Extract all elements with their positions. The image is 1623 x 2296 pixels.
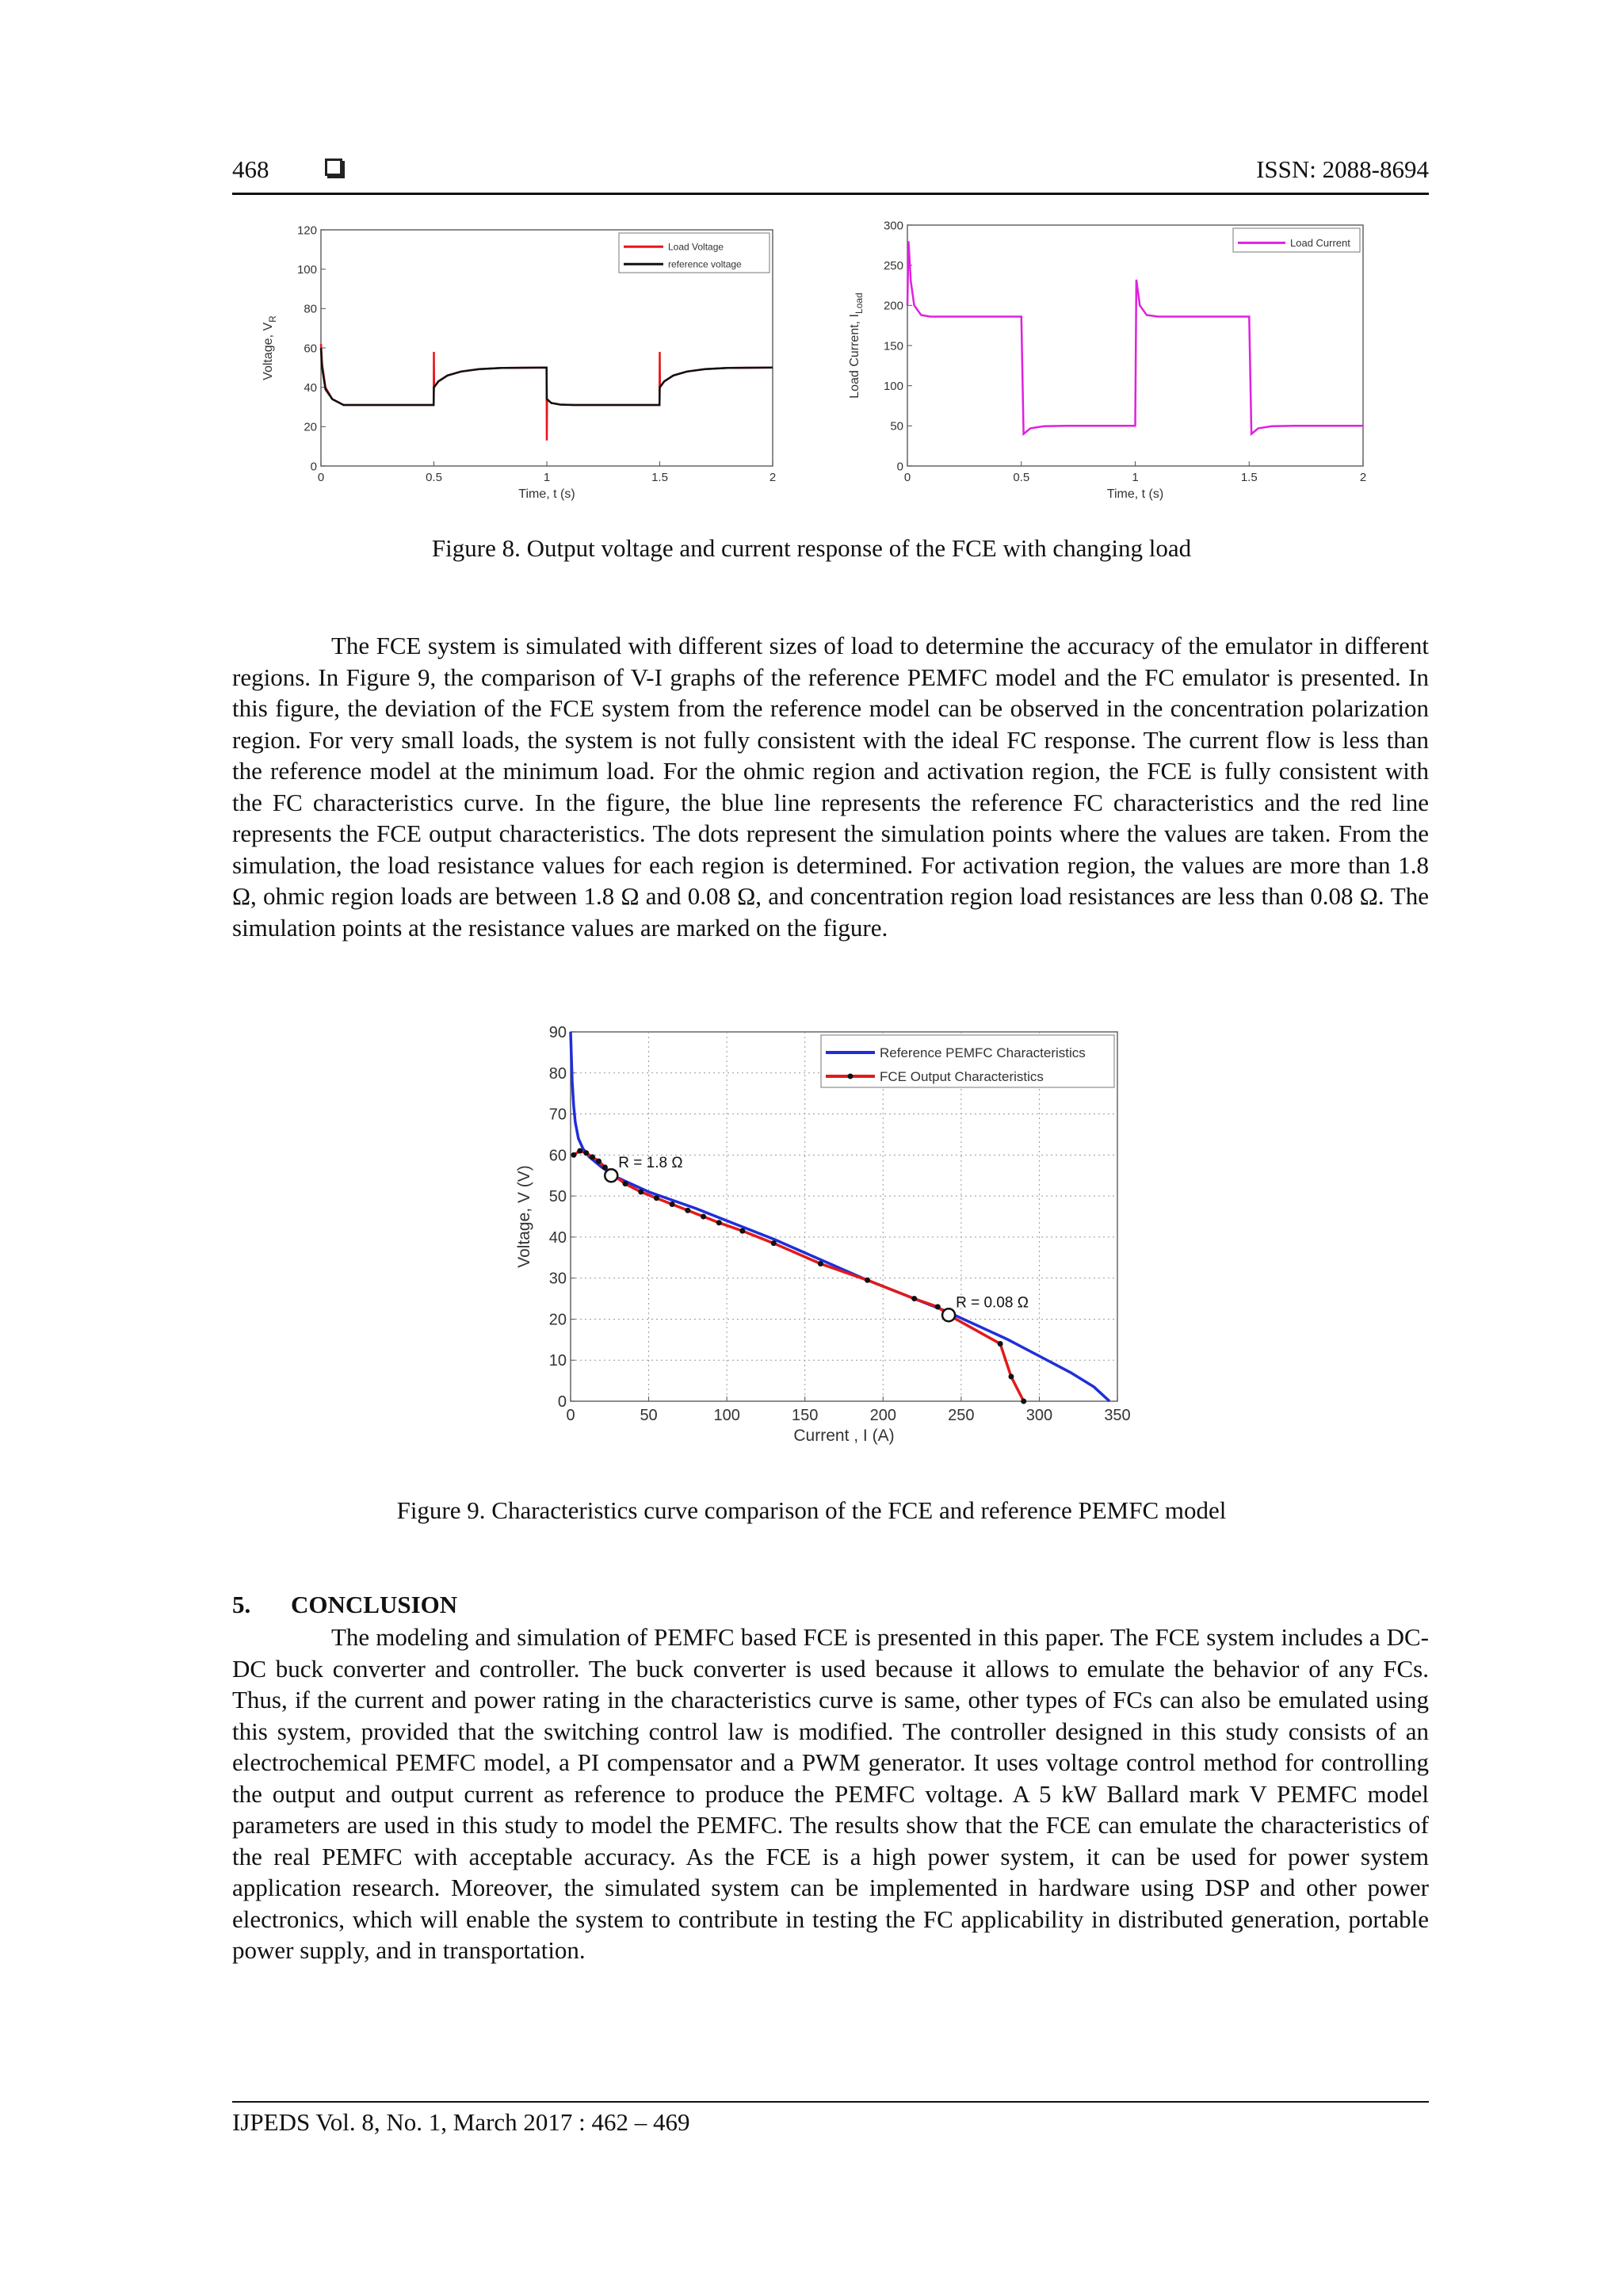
paragraph-2 [232, 1622, 1429, 1966]
y-tick-label: 100 [296, 262, 317, 277]
data-point [602, 1164, 608, 1170]
checkbox-icon [325, 159, 342, 176]
data-point [670, 1201, 675, 1207]
x-axis-label: Time, t (s) [518, 487, 575, 501]
y-axis-label: Load Current, $I_{Load}$ [848, 292, 865, 399]
data-point [654, 1195, 659, 1201]
legend-label: FCE Output Characteristics [880, 1068, 1044, 1084]
paragraph-1-text: The FCE system is simulated with different sizes of load to determine the accuracy of the emulator in different regions. In Figure 9, the comparison of V-I graphs of the reference PEMFC model and the FC emulator is presented. In this figure, the deviation of the FCE system from the reference model can be observed in the concentration polarization region. For very small loads, the system is not fully consistent with the ideal FC response. The current flow is less than the reference model at the minimum load. For the ohmic region and activation region, the FCE is fully consistent with the FC characteristics curve. In the figure, the blue line represents the reference FC characteristics and the red line represents the FCE output characteristics. The dots represent the simulation points where the values are taken. From the simulation, the load resistance values for each region is determined. For activation region, the values are more than 1.8 Ω, ohmic region loads are between 1.8 Ω and 0.08 Ω, and concentration region load resistances are less than 0.08 Ω. The simulation points at the resistance values are marked on the figure. [232, 632, 1429, 942]
x-tick-label: 1.5 [1240, 471, 1258, 484]
x-axis-label: Time, t (s) [1106, 487, 1164, 501]
figure8-caption: Figure 8. Output voltage and current response of the FCE with changing load [431, 534, 1192, 562]
x-tick-label: 0.5 [426, 471, 442, 484]
x-tick-label: 2 [1359, 471, 1367, 484]
data-point [596, 1159, 601, 1164]
y-tick-label: 200 [883, 299, 903, 313]
x-tick-label: 200 [869, 1407, 896, 1424]
data-point [685, 1208, 690, 1213]
x-tick-label: 0.5 [1013, 471, 1030, 484]
y-tick-label: 70 [548, 1106, 567, 1124]
footer-citation: IJPEDS Vol. 8, No. 1, March 2017 : 462 – 469 [232, 2108, 690, 2136]
annotation-label: R = 1.8 Ω [618, 1155, 683, 1172]
y-tick-label: 60 [548, 1147, 567, 1165]
section-heading [232, 1591, 457, 1619]
y-tick-label: 50 [548, 1188, 567, 1206]
y-tick-label: 10 [548, 1352, 567, 1370]
x-tick-label: 0 [317, 471, 325, 484]
y-tick-label: 50 [890, 419, 903, 434]
header-rule [232, 193, 1429, 195]
data-point [701, 1214, 706, 1220]
footer-rule [232, 2101, 1429, 2103]
x-tick-label: 100 [713, 1407, 740, 1424]
y-tick-label: 30 [548, 1270, 567, 1288]
legend-label: Load Current [1290, 236, 1350, 249]
y-axis-label: Voltage, $V_R$ [262, 315, 278, 380]
annotation-marker [942, 1308, 955, 1321]
data-point [571, 1152, 576, 1158]
paragraph-1 [232, 630, 1429, 943]
x-tick-label: 2 [769, 471, 777, 484]
data-point [818, 1261, 823, 1266]
x-tick-label: 350 [1104, 1407, 1131, 1424]
x-tick-label: 0 [566, 1407, 575, 1424]
y-axis-label-subscript: Load [854, 292, 865, 314]
x-tick-label: 1 [543, 471, 551, 484]
figure8-voltage-chart [254, 216, 792, 509]
y-tick-label: 20 [304, 420, 317, 434]
x-axis-label: Current , I (A) [793, 1427, 895, 1445]
data-point [583, 1150, 589, 1156]
data-point [771, 1240, 777, 1246]
legend-label: Load Voltage [668, 241, 724, 253]
data-point [590, 1154, 595, 1159]
y-tick-label: 0 [557, 1393, 567, 1411]
annotation-label: R = 0.08 Ω [956, 1294, 1029, 1312]
section-title: CONCLUSION [291, 1591, 458, 1618]
x-tick-label: 1 [1132, 471, 1139, 484]
x-tick-label: 250 [948, 1407, 975, 1424]
y-tick-label: 80 [548, 1064, 567, 1083]
figure9-caption: Figure 9. Characteristics curve comparison of the FCE and reference PEMFC model [396, 1496, 1227, 1524]
y-tick-label: 20 [548, 1311, 567, 1329]
figure8-current-chart [840, 216, 1387, 509]
y-axis-label: Voltage, V (V) [515, 1165, 533, 1268]
y-tick-label: 40 [548, 1228, 567, 1247]
y-axis-label-subscript: R [267, 315, 278, 323]
data-point [739, 1228, 745, 1234]
y-tick-label: 80 [304, 302, 317, 316]
y-tick-label: 150 [883, 339, 903, 353]
y-tick-label: 90 [548, 1024, 567, 1041]
page-number: 468 [232, 155, 269, 183]
x-tick-label: 1.5 [651, 471, 668, 484]
y-tick-label: 0 [310, 460, 317, 474]
issn: ISSN: 2088-8694 [1256, 155, 1429, 183]
data-point [577, 1148, 582, 1154]
y-tick-label: 0 [896, 460, 903, 474]
x-tick-label: 150 [792, 1407, 819, 1424]
x-tick-label: 50 [640, 1407, 658, 1424]
data-point [1008, 1373, 1014, 1379]
y-tick-label: 100 [883, 379, 903, 393]
data-point [623, 1181, 628, 1186]
data-point [911, 1296, 917, 1301]
section-number: 5. [232, 1591, 251, 1618]
x-tick-label: 0 [903, 471, 911, 484]
y-tick-label: 60 [304, 342, 317, 356]
y-tick-label: 40 [304, 380, 317, 395]
data-point [716, 1220, 722, 1225]
legend-label: reference voltage [668, 258, 742, 270]
data-point [638, 1189, 643, 1194]
data-point [1021, 1399, 1026, 1404]
legend-label: Reference PEMFC Characteristics [880, 1045, 1086, 1060]
legend-marker [848, 1074, 854, 1079]
data-point [865, 1278, 870, 1283]
data-point [998, 1341, 1003, 1347]
annotation-marker [605, 1169, 617, 1182]
y-tick-label: 300 [883, 219, 903, 233]
data-point [935, 1304, 941, 1309]
x-tick-label: 300 [1025, 1407, 1053, 1424]
y-tick-label: 120 [296, 223, 317, 238]
paragraph-2-text: The modeling and simulation of PEMFC based FCE is presented in this paper. The FCE system includes a DC-DC buck converter and controller. The buck converter is used because it allows to emulate the behavior of any FCs. Thus, if the current and power rating in the characteristics curve is same, other types of FCs can also be emulated using this system, provided that the switching control law is modified. The controller designed in this study consists of an electrochemical PEMFC model, a PI compensator and a PWM generator. It uses voltage control method for controlling the output and output current as reference to produce the PEMFC voltage. A 5 kW Ballard mark V PEMFC model parameters are used in this study to model the PEMFC. The results show that the FCE can emulate the characteristics of the real PEMFC with acceptable accuracy. As the FCE is a high power system, it can be used for power system application research. Moreover, the simulated system can be implemented in hardware using DSP and other power electronics, which will enable the system to contribute in testing the FC applicability in distributed generation, portable power supply, and in transportation. [232, 1623, 1429, 1964]
figure9-vi-chart [507, 1022, 1141, 1466]
y-tick-label: 250 [883, 258, 903, 273]
